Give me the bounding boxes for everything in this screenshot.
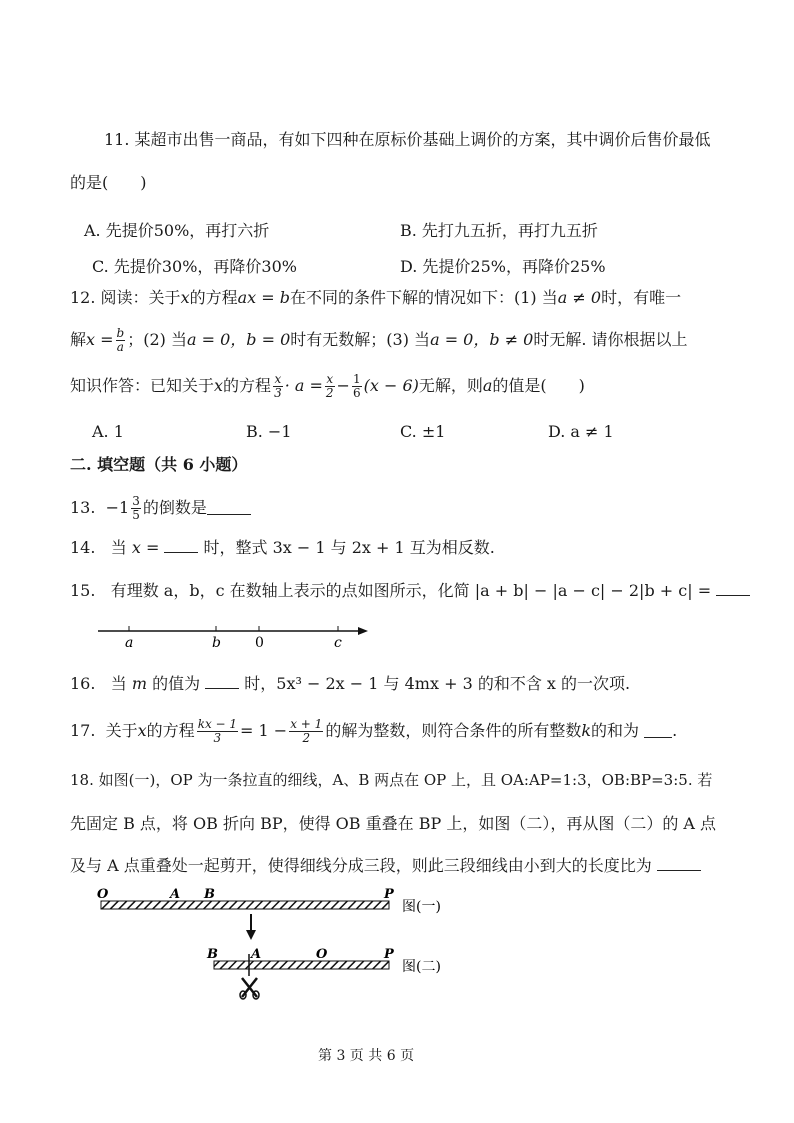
q17-fraction-1 [197, 718, 238, 744]
fig1-label-p: P [384, 887, 394, 902]
fraction-numerator: x + 1 [290, 716, 323, 731]
fig1-string [101, 901, 389, 909]
q12-equation: ax = b [237, 288, 290, 307]
q15-text: 有理数 a，b，c 在数轴上表示的点如图所示，化简 |a + b| − |a − c| − 2|b + c| = [110, 581, 712, 600]
q16-text: 的值为 [152, 674, 201, 693]
q18-answer-blank[interactable] [657, 858, 701, 871]
fig2-string [214, 961, 389, 969]
q12-text: 解 [70, 330, 87, 349]
q11-option-d: D. 先提价25%，再降价25% [400, 257, 606, 276]
q12-text: 阅读：关于 [100, 288, 181, 307]
fraction-numerator: 3 [132, 493, 140, 508]
fraction-numerator: x [274, 371, 282, 386]
q12-text: ；(2) 当 [127, 330, 187, 349]
q12-text: 时无解. 请你根据以上 [533, 330, 688, 349]
fraction-numerator: kx − 1 [197, 716, 238, 731]
fig2-label-o: O [316, 947, 328, 962]
q12-number: 12. [70, 288, 96, 307]
q17-text: 的方程 [146, 721, 195, 740]
q17-var-k: k [581, 721, 592, 740]
q11-option-c: C. 先提价30%，再降价30% [92, 257, 297, 276]
q12-text: 时，有唯一 [601, 288, 682, 307]
q17-text: 关于 [105, 721, 138, 740]
number-line-arrow [358, 627, 368, 635]
q16 [70, 676, 630, 692]
q17-text: 的解为整数，则符合条件的所有整数 [325, 721, 582, 740]
fraction-denominator: 5 [132, 507, 140, 522]
page-footer: 第 3 页 共 6 页 [318, 1048, 415, 1064]
q12-option-c: C. ±1 [400, 422, 446, 441]
q12-var-x: x [180, 288, 190, 307]
q12-text: 时有无数解；(3) 当 [290, 330, 431, 349]
q11-stem-text: 某超市出售一商品，有如下四种在原标价基础上调价的方案，其中调价后售价最低 [134, 130, 711, 149]
q11-option-b: B. 先打九五折，再打九五折 [400, 221, 598, 240]
label-c: c [334, 635, 342, 651]
q18-line3 [70, 858, 701, 874]
fraction-denominator: 3 [213, 730, 222, 745]
q14-number: 14. [70, 538, 96, 557]
q15-number: 15. [70, 581, 96, 600]
fraction-denominator: 2 [302, 730, 311, 745]
fraction-denominator: 6 [352, 385, 361, 400]
q12-eq-part: − [336, 376, 350, 395]
fraction-numerator: 1 [352, 371, 361, 386]
q18-line1: 18. 如图(一)，OP 为一条拉直的细线，A、B 两点在 OP 上，且 OA:AP=1:3，OB:BP=3:5. 若 [70, 771, 713, 789]
q16-text: 当 [110, 674, 127, 693]
q11-option-a: A. 先提价50%，再打六折 [84, 221, 270, 240]
fig1-label-b: B [204, 887, 215, 902]
q11-stem-line2: 的是( ) [70, 173, 147, 192]
fraction-numerator: x [326, 371, 334, 386]
q12-condition: a ≠ 0 [557, 288, 602, 307]
fold-arrow [246, 914, 256, 940]
q17-number: 17. [70, 721, 96, 740]
q18-text: 及与 A 点重叠处一起剪开，使得细线分成三段，则此三段细线由小到大的长度比为 [70, 856, 652, 875]
q16-var-m: m [131, 674, 147, 693]
number-line [98, 626, 368, 651]
q17 [70, 712, 677, 750]
q17-answer-blank[interactable] [644, 725, 672, 738]
fraction-denominator: a [116, 339, 124, 354]
fraction-denominator: 2 [325, 385, 334, 400]
label-b: b [212, 635, 221, 651]
q13-text: 的倒数是 [142, 498, 207, 517]
fig1-label-o: O [97, 887, 109, 902]
arrow-head [246, 930, 256, 940]
fraction-numerator: b [116, 325, 125, 340]
q12-eq-part: (x − 6) [363, 376, 419, 395]
q12-text: 的值是( ) [492, 376, 585, 395]
fig1-caption: 图(一) [402, 899, 441, 915]
figure-one [97, 887, 441, 915]
q13-whole-part: −1 [105, 498, 130, 517]
q17-eq-part: = 1 − [240, 721, 288, 740]
q17-text: 的和为 [591, 721, 640, 740]
q12-text: 知识作答：已知关于 [70, 376, 215, 395]
q18-line2: 先固定 B 点，将 OB 折向 BP，使得 OB 重叠在 BP 上，如图（二），再从图（二）的 A 点 [70, 814, 717, 833]
q12-condition: a = 0，b = 0 [186, 330, 291, 349]
q12-option-b: B. −1 [246, 422, 292, 441]
q16-number: 16. [70, 674, 96, 693]
q12-var-x: x [214, 376, 224, 395]
q12-option-a: A. 1 [92, 422, 124, 441]
fig2-label-a: A [251, 947, 262, 962]
fig1-label-a: A [170, 887, 181, 902]
figure-two [206, 947, 441, 976]
q12-var-a: a [482, 376, 493, 395]
scissors-icon [240, 978, 259, 999]
q16-answer-blank[interactable] [205, 676, 239, 689]
q12-text: 无解，则 [418, 376, 483, 395]
q12-text: 在不同的条件下解的情况如下：(1) 当 [290, 288, 558, 307]
q17-var-x: x [137, 721, 147, 740]
fraction-denominator: 3 [274, 385, 282, 400]
q16-text: 时，5x³ − 2x − 1 与 4mx + 3 的和不含 x 的一次项. [244, 674, 631, 693]
q17-fraction-2 [289, 718, 323, 744]
q11-number: 11. [104, 130, 130, 149]
label-a: a [125, 635, 134, 651]
fig2-label-b: B [207, 947, 218, 962]
q14-var: x = [131, 538, 160, 557]
label-0: 0 [255, 635, 264, 651]
q14-text: 时，整式 3x − 1 与 2x + 1 互为相反数. [203, 538, 495, 557]
q12-text: 的方程 [189, 288, 238, 307]
q13-number: 13. [70, 498, 96, 517]
q12-option-d: D. a ≠ 1 [548, 422, 614, 441]
fig2-label-p: P [384, 947, 394, 962]
q12-condition: a = 0，b ≠ 0 [430, 330, 534, 349]
section-heading: 二. 填空题（共 6 小题） [70, 455, 248, 474]
q12-solution-lhs: x = [86, 330, 114, 349]
q14-text: 当 [110, 538, 127, 557]
q12-eq-part: · a = [284, 376, 323, 395]
q17-end: . [672, 721, 678, 740]
fig2-caption: 图(二) [402, 959, 441, 975]
q12-text: 的方程 [223, 376, 272, 395]
